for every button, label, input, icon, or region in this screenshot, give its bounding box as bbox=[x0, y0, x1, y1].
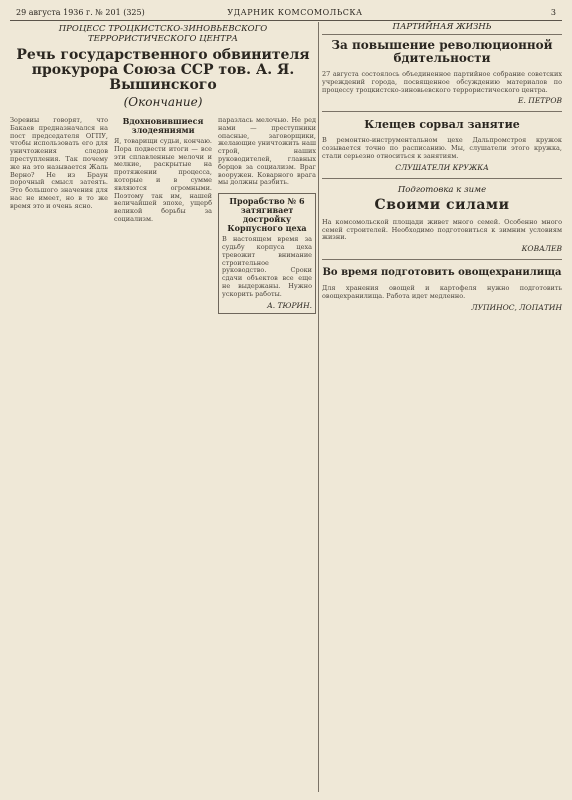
article-4-text: Для хранения овощей и картофеля нужно подготовить овощехранилища. Работа идет медленно. bbox=[322, 284, 562, 300]
column-2 bbox=[114, 117, 212, 320]
speech-subtitle: (Окончание) bbox=[123, 95, 203, 109]
page-number: 3 bbox=[550, 8, 556, 17]
party-life-label: ПАРТИЙНАЯ ЖИЗНЬ bbox=[322, 22, 562, 35]
article-1-title: За повышение революционной бдительности bbox=[331, 38, 553, 65]
article-3-label: Подготовка к зиме bbox=[397, 184, 487, 195]
prorabstvo-signature: А. ТЮРИН. bbox=[267, 300, 312, 310]
rule-2 bbox=[322, 178, 562, 179]
speech-title: Речь государственного обвинителя прокурора Союза ССР тов. А. Я. Вышинского bbox=[16, 47, 310, 93]
issue-date: 29 августа 1936 г. № 201 (325) bbox=[16, 8, 145, 17]
article-4-signature: ЛУПИНОС, ЛОПАТИН bbox=[471, 302, 562, 312]
paper-name: УДАРНИК КОМСОМОЛЬСКА bbox=[227, 8, 363, 17]
speech-columns bbox=[10, 117, 316, 320]
article-2-title: Клещев сорвал занятие bbox=[364, 118, 520, 132]
column-3-text: паразлась мелочью. Не ред нами — преступники опасные, заговорщики, желающие уничтожить наш строй, наших руководителей, главных борцов за социализм. Враг вооружен. Коварного врага мы должны разбить. bbox=[218, 116, 316, 187]
article-3-title: Своими силами bbox=[374, 196, 510, 213]
column-2-text: Я, товарищи судьи, кончаю. Пора подвести итоги — все эти сплавленные мелочи и мелкие, раскрытые на протяжении процесса, которые и в сумме являются огромными. Поэтому так им, нашей величайшей эпохе, ущерб великой борьбы за социализм. bbox=[114, 137, 212, 223]
article-3-text: На комсомольской площади живет много семей. Особенно много семей строителей. Необходимо подготовиться к зимним условиям жизни. bbox=[322, 217, 562, 242]
prorabstvo-box bbox=[218, 193, 316, 313]
column-1-text: Зоревиы говорят, что Бакаев предназначался на пост председателя ОГПУ, чтобы использовать его для уничтожения следов преступления. Так почему же на это называется Жаль Верно? Не из Браун порочный смысл затеять. Это большого значения для нас не имеет, но в то же время это и очень ясно. bbox=[10, 116, 108, 210]
article-2-text: В ремонтно-инструментальном цехе Дальпромстроя кружок созывается точно по расписанию. Мы, слушатели этого кружка, стали серьезно относиться к занятиям. bbox=[322, 136, 562, 160]
process-title: ПРОЦЕСС ТРОЦКИСТСКО-ЗИНОВЬЕВСКОГО ТЕРРОРИСТИЧЕСКОГО ЦЕНТРА bbox=[58, 24, 268, 44]
article-1-signature: Е. ПЕТРОВ bbox=[518, 96, 562, 106]
article-3-signature: КОВАЛЕВ bbox=[521, 244, 562, 254]
column-2-title: Вдохновившиеся злодеяниями bbox=[122, 116, 204, 135]
masthead bbox=[10, 6, 562, 21]
prorabstvo-title: Прорабство № 6 затягивает достройку Корпусного цеха bbox=[227, 196, 307, 234]
article-1-text: 27 августа состоялось объединенное партийное собрание советских учреждений города, посвященное обсуждению материалов по процессу троцкистско-зиновьевского террористического центра. bbox=[322, 70, 562, 94]
article-4-title: Во время подготовить овощехранилища bbox=[322, 267, 562, 279]
column-divider bbox=[318, 22, 319, 792]
column-3 bbox=[218, 117, 316, 320]
prorabstvo-text: В настоящем время за судьбу корпуса цеха тревожит внимание строительное руководство. Сроки сдачи объектов все еще не выдержаны. Нужно ускорить работы. bbox=[222, 235, 312, 298]
rule-1 bbox=[322, 111, 562, 112]
rule-3 bbox=[322, 259, 562, 260]
left-area bbox=[10, 22, 316, 320]
column-1 bbox=[10, 117, 108, 320]
article-2-signature: СЛУШАТЕЛИ КРУЖКА bbox=[395, 162, 489, 172]
right-area bbox=[322, 22, 562, 312]
